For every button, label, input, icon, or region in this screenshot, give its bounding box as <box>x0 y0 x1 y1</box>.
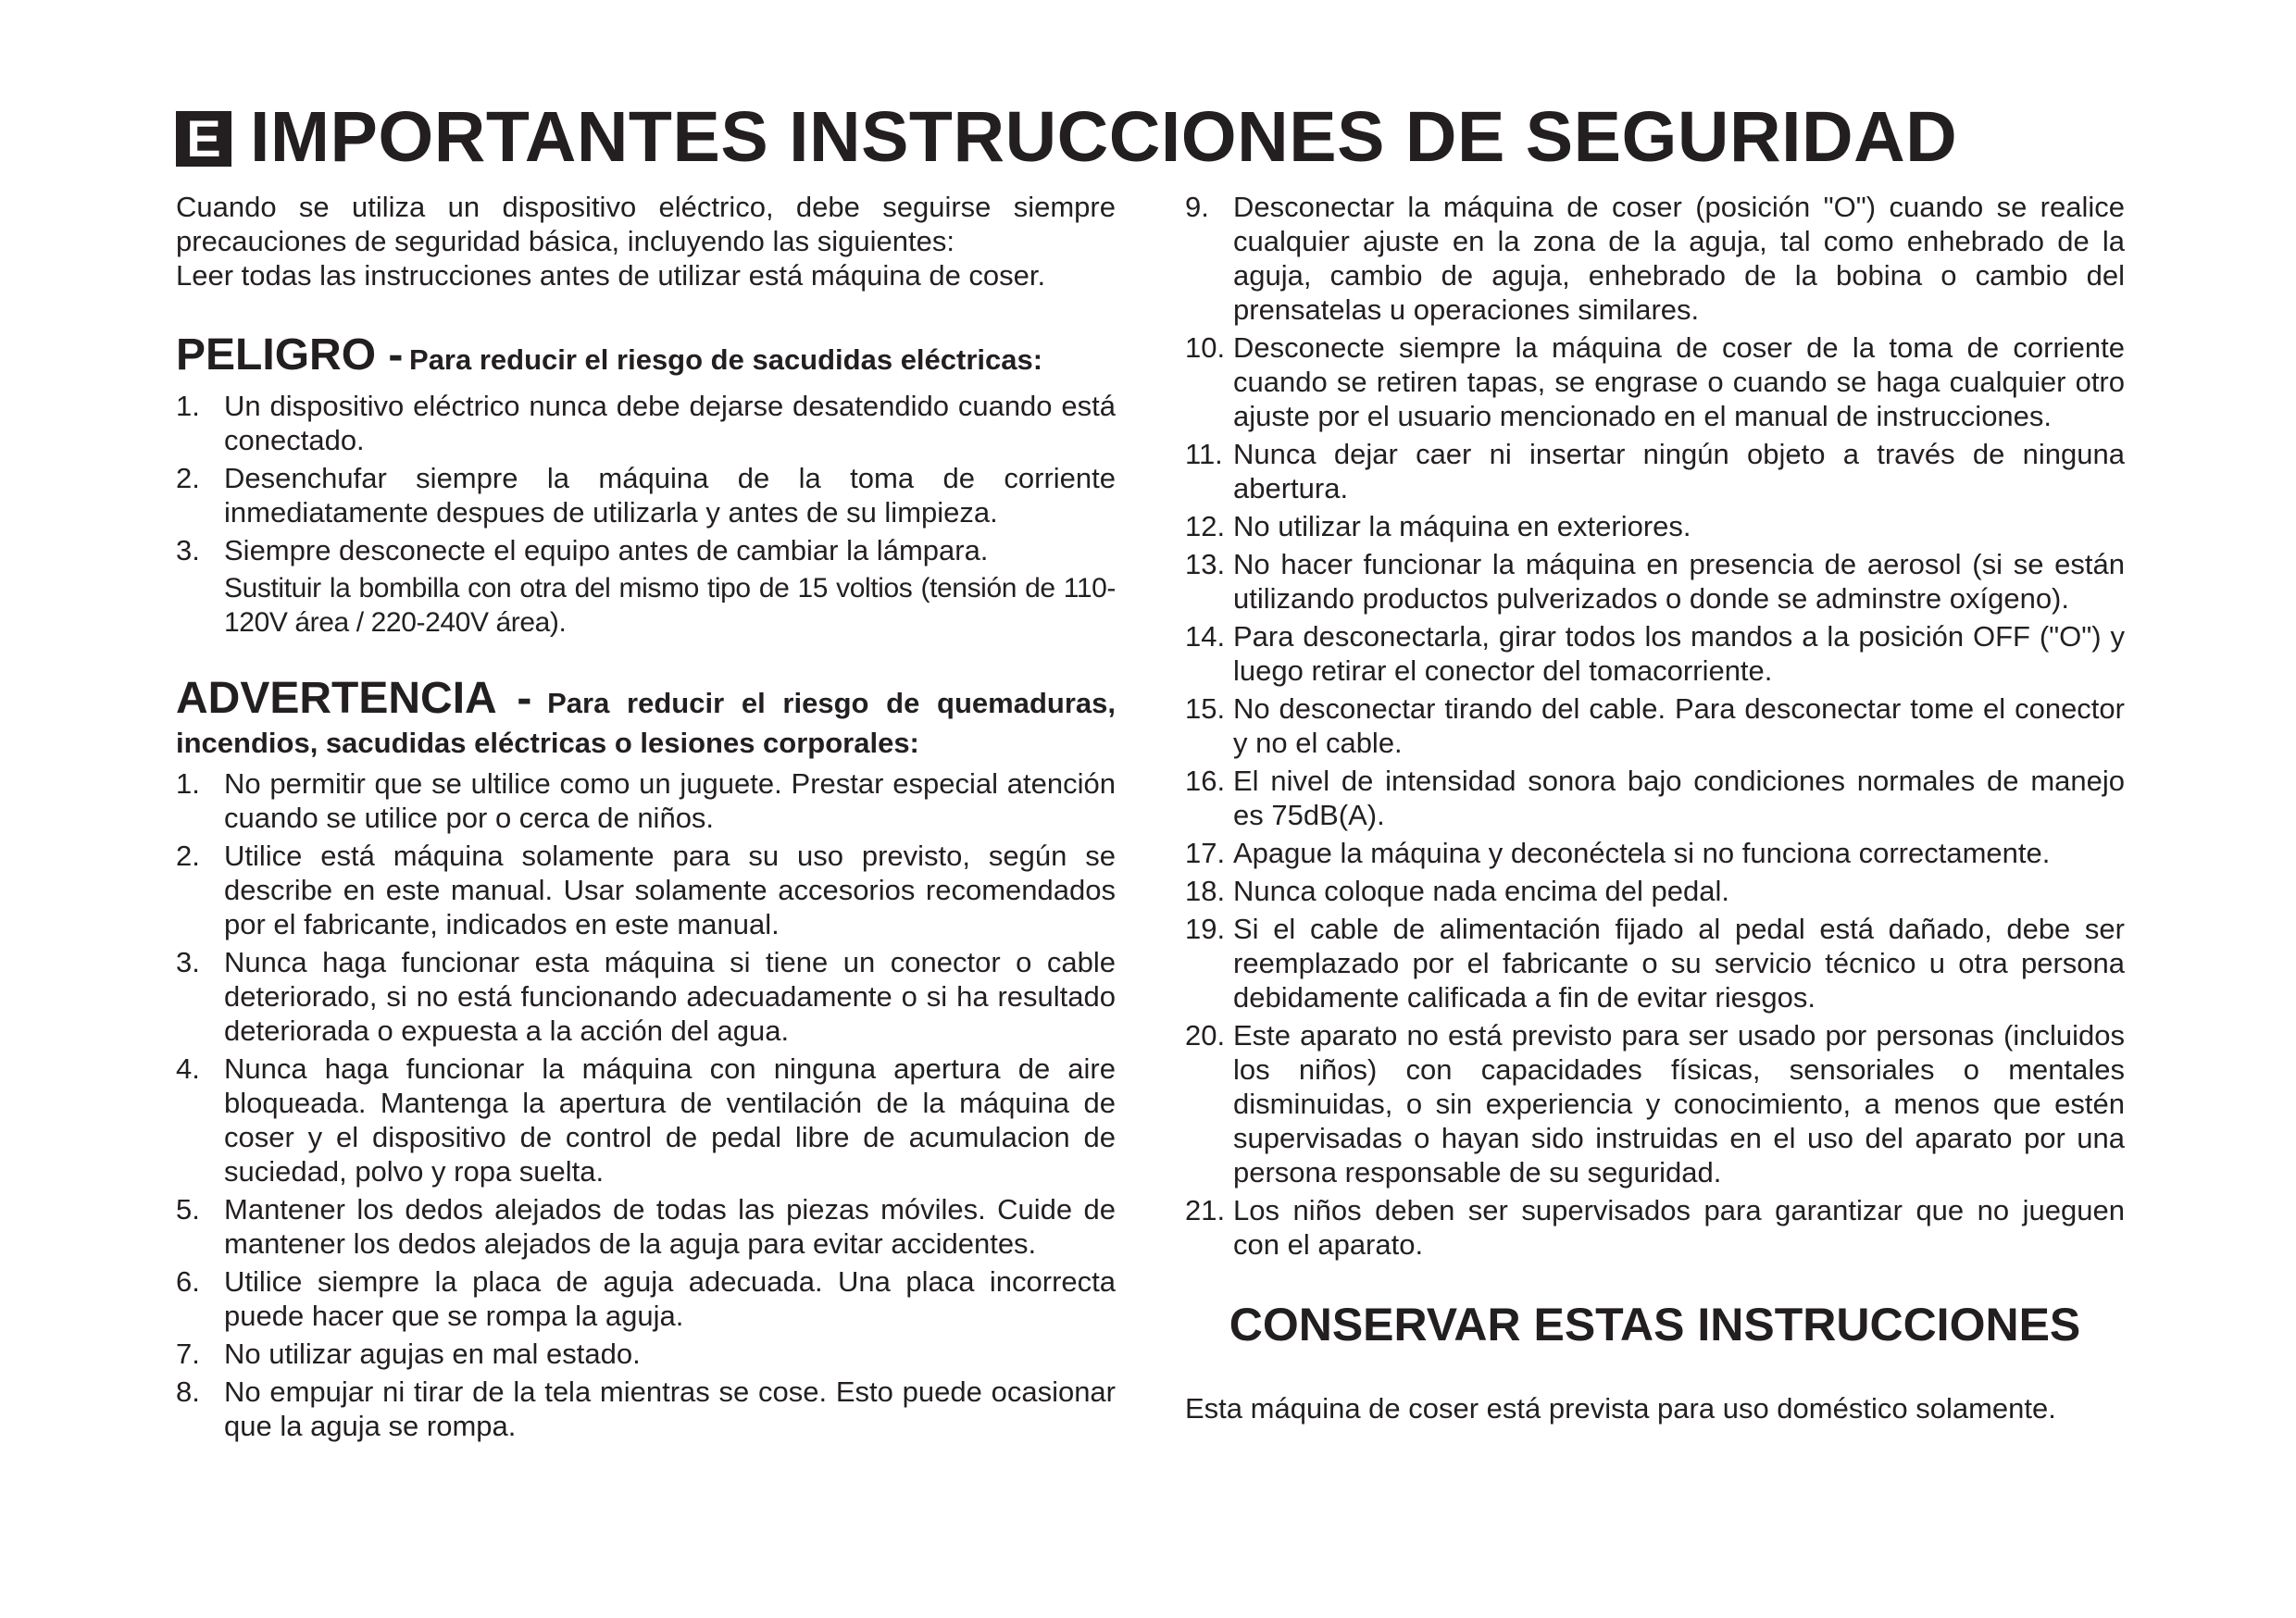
item-number: 14. <box>1185 620 1226 653</box>
item-text: No permitir que se ultilice como un juguete. Prestar especial atención cuando se utilice por o cerca de niños. <box>224 767 1116 834</box>
list-item <box>176 1337 1116 1371</box>
danger-list <box>176 389 1116 640</box>
item-text: Nunca haga funcionar la máquina con ninguna apertura de aire bloqueada. Mantenga la apertura de ventilación de la máquina de coser y el dispositivo de control de pedal libre de acumulacion de suciedad, polvo y ropa suelta. <box>224 1052 1116 1188</box>
warning-heading <box>176 674 1117 765</box>
list-item <box>1185 547 2125 616</box>
conserve-heading: CONSERVAR ESTAS INSTRUCCIONES <box>1229 1299 2081 1350</box>
list-item <box>176 945 1116 1048</box>
item-text: Un dispositivo eléctrico nunca debe dejarse desatendido cuando está conectado. <box>224 390 1116 456</box>
list-item <box>1185 330 2125 433</box>
item-number: 1. <box>176 390 200 422</box>
item-text: No hacer funcionar la máquina en presencia de aerosol (si se están utilizando productos pulverizados o donde se adminstre oxígeno). <box>1233 548 2125 615</box>
item-number: 3. <box>176 534 200 566</box>
item-number: 5. <box>176 1193 200 1226</box>
list-item <box>176 1264 1116 1333</box>
item-number: 18. <box>1185 875 1226 907</box>
list-item <box>1185 437 2125 505</box>
list-item <box>1185 1193 2125 1262</box>
item-text: Este aparato no está previsto para ser usado por personas (incluidos los niños) con capacidades físicas, sensoriales o mentales disminuidas, o sin experiencia y conocimiento, a menos que estén supervisadas o hayan sido instruidas en el uso del aparato por una persona responsable de su seguridad. <box>1233 1019 2125 1189</box>
item-text: No empujar ni tirar de la tela mientras se cose. Esto puede ocasionar que la aguja se rompa. <box>224 1375 1116 1442</box>
item-text: Desconectar la máquina de coser (posición "O") cuando se realice cualquier ajuste en la zona de la aguja, tal como enhebrado de la aguja, cambio de aguja, enhebrado de la bobina o cambio del prensatelas u operaciones similares. <box>1233 191 2125 326</box>
right-column <box>1185 190 2125 1425</box>
list-item <box>1185 190 2125 327</box>
list-item <box>1185 764 2125 832</box>
left-column <box>176 190 1116 1447</box>
item-text: No utilizar la máquina en exteriores. <box>1233 510 1691 542</box>
item-number: 7. <box>176 1338 200 1370</box>
item-number: 2. <box>176 840 200 872</box>
item-text: Mantener los dedos alejados de todas las piezas móviles. Cuide de mantener los dedos alejados de la aguja para evitar accidentes. <box>224 1193 1116 1260</box>
list-item <box>1185 509 2125 543</box>
list-item <box>1185 912 2125 1014</box>
warning-list <box>176 766 1116 1443</box>
list-item <box>176 1052 1116 1189</box>
warning-subtitle: Para reducir el riesgo de quemaduras, incendios, sacudidas eléctricas o lesiones corporales: <box>176 687 1117 759</box>
list-item <box>176 1375 1116 1443</box>
item-text: Los niños deben ser supervisados para garantizar que no jueguen con el aparato. <box>1233 1194 2125 1261</box>
item-text: Desenchufar siempre la máquina de la toma de corriente inmediatamente despues de utilizarla y antes de su limpieza. <box>224 462 1116 529</box>
danger-subtitle: Para reducir el riesgo de sacudidas eléctricas: <box>409 343 1043 376</box>
item-number: 1. <box>176 767 200 800</box>
list-item <box>176 533 1116 640</box>
item-text: Siempre desconecte el equipo antes de cambiar la lámpara. <box>224 534 989 566</box>
item-number: 16. <box>1185 765 1226 797</box>
item-number: 6. <box>176 1265 200 1298</box>
item-text: Si el cable de alimentación fijado al pedal está dañado, debe ser reemplazado por el fabricante o su servicio técnico u otra persona debidamente calificada a fin de evitar riesgos. <box>1233 913 2125 1014</box>
list-item <box>176 839 1116 941</box>
item-text: Nunca haga funcionar esta máquina si tiene un conector o cable deteriorado, si no está funcionando adecuadamente o si ha resultado deteriorada o expuesta a la acción del agua. <box>224 946 1116 1047</box>
danger-heading <box>176 330 1116 389</box>
item-text: Utilice está máquina solamente para su uso previsto, según se describe en este manual. Usar solamente accesorios recomendados por el fabricante, indicados en este manual. <box>224 840 1116 940</box>
intro-line: Leer todas las instrucciones antes de utilizar está máquina de coser. <box>176 259 1046 292</box>
item-number: 20. <box>1185 1019 1226 1052</box>
page-title: IMPORTANTES INSTRUCCIONES DE SEGURIDAD <box>250 97 1958 177</box>
item-text: Nunca coloque nada encima del pedal. <box>1233 875 1729 907</box>
list-item <box>1185 836 2125 870</box>
item-text: El nivel de intensidad sonora bajo condiciones normales de manejo es 75dB(A). <box>1233 765 2125 831</box>
warning-list-continued <box>1185 190 2125 1262</box>
item-text: Apague la máquina y deconéctela si no funciona correctamente. <box>1233 837 2051 869</box>
list-item <box>1185 691 2125 760</box>
item-number: 15. <box>1185 692 1226 725</box>
item-number: 9. <box>1185 191 1209 223</box>
list-item <box>1185 874 2125 908</box>
item-note: Sustituir la bombilla con otra del mismo tipo de 15 voltios (tensión de 110-120V área / 220-240V área). <box>224 573 1116 638</box>
item-number: 10. <box>1185 331 1226 364</box>
language-badge: E <box>176 111 231 167</box>
item-text-group <box>224 533 1116 640</box>
domestic-use-note: Esta máquina de coser está prevista para uso doméstico solamente. <box>1185 1391 2056 1425</box>
item-number: 4. <box>176 1052 200 1085</box>
list-item <box>176 766 1116 835</box>
item-number: 12. <box>1185 510 1226 542</box>
warning-label: ADVERTENCIA - <box>176 674 532 723</box>
item-number: 13. <box>1185 548 1226 580</box>
list-item <box>1185 619 2125 688</box>
list-item <box>176 461 1116 529</box>
item-text: No utilizar agujas en mal estado. <box>224 1338 641 1370</box>
item-text: No desconectar tirando del cable. Para desconectar tome el conector y no el cable. <box>1233 692 2125 759</box>
item-text: Nunca dejar caer ni insertar ningún objeto a través de ninguna abertura. <box>1233 438 2125 504</box>
list-item <box>176 389 1116 457</box>
item-number: 8. <box>176 1375 200 1408</box>
item-number: 11. <box>1185 438 1223 470</box>
item-number: 19. <box>1185 913 1226 945</box>
item-text: Para desconectarla, girar todos los mandos a la posición OFF ("O") y luego retirar el conector del tomacorriente. <box>1233 620 2125 687</box>
page-header <box>176 97 1958 177</box>
item-text: Desconecte siempre la máquina de coser de la toma de corriente cuando se retiren tapas, se engrase o cuando se haga cualquier otro ajuste por el usuario mencionado en el manual de instrucciones. <box>1233 331 2125 432</box>
item-number: 3. <box>176 946 200 978</box>
list-item <box>176 1192 1116 1261</box>
list-item <box>1185 1018 2125 1189</box>
intro-paragraph: Cuando se utiliza un dispositivo eléctrico, debe seguirse siempre precauciones de seguridad básica, incluyendo las siguientes: <box>176 191 1116 257</box>
item-number: 21. <box>1185 1194 1226 1226</box>
item-text: Utilice siempre la placa de aguja adecuada. Una placa incorrecta puede hacer que se rompa la aguja. <box>224 1265 1116 1332</box>
item-number: 17. <box>1185 837 1226 869</box>
item-number: 2. <box>176 462 200 494</box>
danger-label: PELIGRO - <box>176 330 404 380</box>
